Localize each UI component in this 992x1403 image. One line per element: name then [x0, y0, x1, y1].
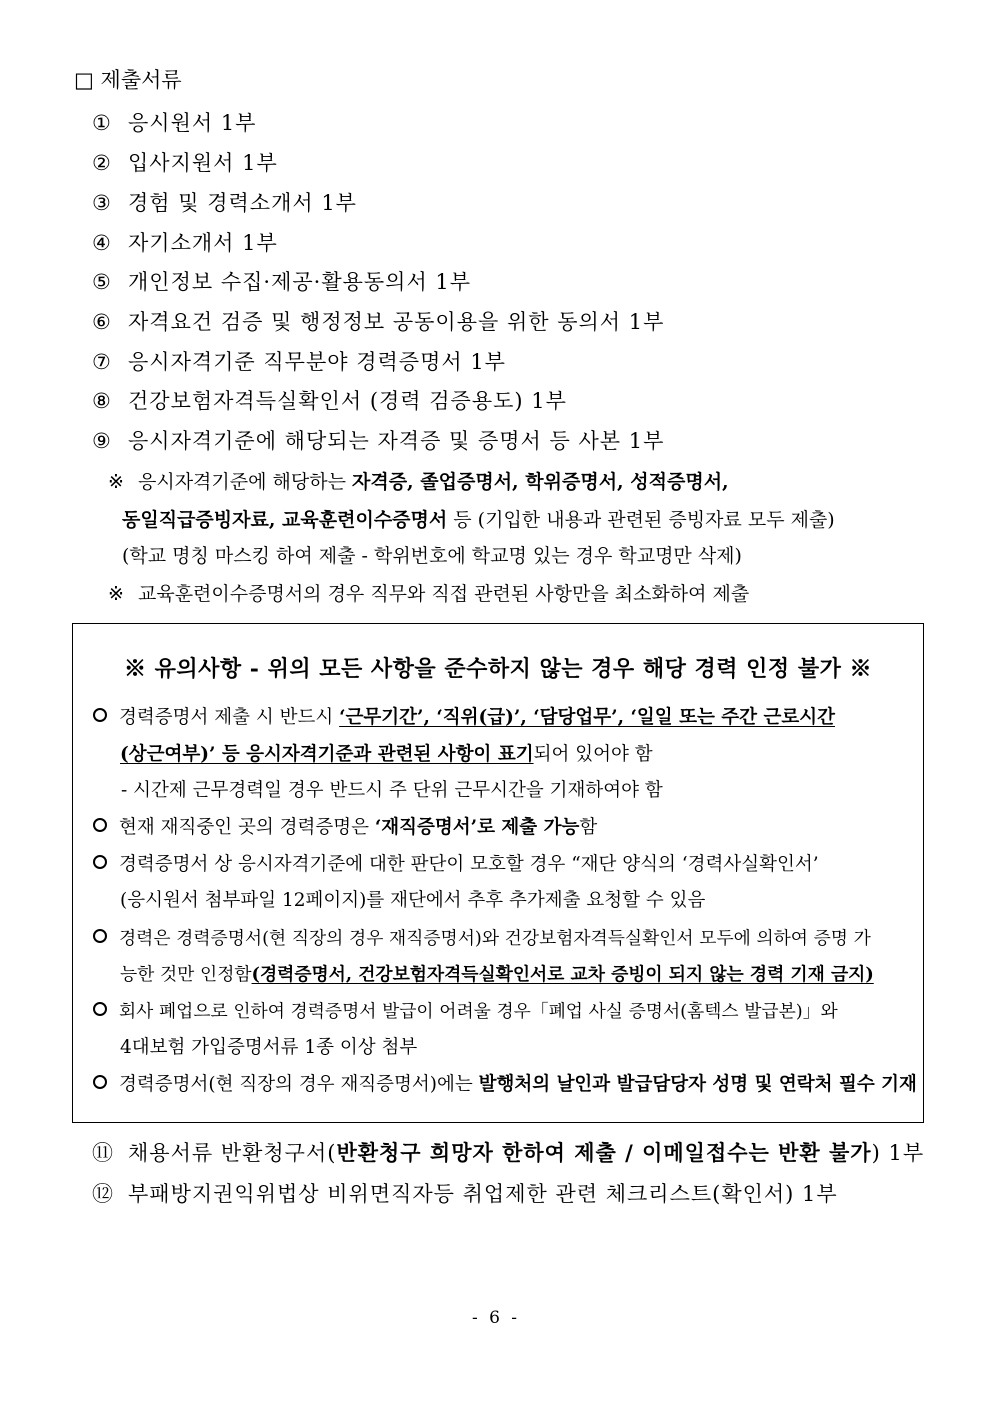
item-number: ⑫ [92, 1182, 114, 1206]
item-number: ③ [92, 191, 112, 215]
bullet-text: - 시간제 근무경력일 경우 반드시 주 단위 근무시간을 기재하여야 함 [121, 780, 663, 801]
item-text: ) 1부 [871, 1141, 925, 1165]
bullet-text: 경력증명서 제출 시 반드시 [119, 707, 340, 728]
bullet-text: 4대보험 가입증명서류 1종 이상 첨부 [120, 1037, 418, 1058]
note-text: 교육훈련이수증명서의 경우 직무와 직접 관련된 사항만을 최소화하여 제출 [138, 583, 750, 605]
notice-bullet-cont [120, 887, 705, 915]
note-bold-text: 자격증, 졸업증명서, 학위증명서, 성적증명서, [351, 471, 729, 493]
reference-mark: ※ [108, 471, 124, 493]
note-training [108, 580, 749, 608]
notice-sub-item [121, 777, 663, 805]
bullet-text: 회사 폐업으로 인하여 경력증명서 발급이 어려울 경우「폐업 사실 증명서(홈텍스 발급본)」와 [119, 1001, 838, 1022]
list-item [92, 229, 278, 257]
list-item [92, 1180, 838, 1208]
note-documents-line2 [122, 506, 835, 534]
item-text: 개인정보 수집·제공·활용동의서 1부 [128, 270, 472, 294]
notice-bullet [93, 814, 597, 842]
item-text: 건강보험자격득실확인서 (경력 검증용도) 1부 [128, 389, 567, 413]
list-item [92, 308, 664, 336]
circle-bullet-icon [93, 1075, 107, 1089]
circle-bullet-icon [93, 855, 107, 869]
bullet-text: (응시원서 첨부파일 12페이지)를 재단에서 추후 추가제출 요청할 수 있음 [120, 890, 706, 911]
list-item [92, 109, 256, 137]
bullet-text: 현재 재직중인 곳의 경력증명은 [119, 817, 375, 838]
bullet-emphasis: (경력증명서, 건강보험자격득실확인서로 교차 증빙이 되지 않는 경력 기재 금지) [251, 964, 874, 985]
item-number: ⑦ [92, 350, 112, 374]
list-item [92, 1139, 924, 1167]
item-number: ② [92, 151, 112, 175]
bullet-text: 경력증명서(현 직장의 경우 재직증명서)에는 [119, 1074, 479, 1095]
note-bold-text: 동일직급증빙자료, 교육훈련이수증명서 [122, 509, 448, 531]
list-item [92, 348, 506, 376]
circle-bullet-icon [93, 818, 107, 832]
notice-bullet-cont [120, 741, 653, 769]
item-text: 자격요건 검증 및 행정정보 공동이용을 위한 동의서 1부 [128, 310, 665, 334]
bullet-text: 되어 있어야 함 [533, 744, 653, 765]
circle-bullet-icon [93, 929, 107, 943]
item-text: 채용서류 반환청구서( [128, 1141, 337, 1165]
list-item [92, 387, 567, 415]
item-number: ⑪ [92, 1141, 114, 1165]
note-text: (학교 명칭 마스킹 하여 제출 - 학위번호에 학교명 있는 경우 학교명만 삭제) [122, 545, 742, 567]
circle-bullet-icon [93, 1002, 107, 1016]
item-number: ① [92, 111, 112, 135]
bullet-emphasis: ‘근무기간’, ‘직위(급)’, ‘담당업무’, ‘일일 또는 주간 근로시간 [339, 707, 835, 728]
notice-title: ※ 유의사항 - 위의 모든 사항을 준수하지 않는 경우 해당 경력 인정 불가 ※ [123, 656, 872, 682]
note-text: 응시자격기준에 해당하는 [138, 471, 352, 493]
item-number: ④ [92, 231, 112, 255]
circle-bullet-icon [93, 708, 107, 722]
item-number: ⑥ [92, 310, 112, 334]
list-item [92, 189, 357, 217]
notice-bullet [93, 998, 838, 1026]
note-documents-line3 [122, 542, 742, 570]
item-number: ⑧ [92, 389, 112, 413]
section-title-text: 제출서류 [100, 68, 182, 92]
bullet-text: 경력증명서 상 응시자격기준에 대한 판단이 모호할 경우 “재단 양식의 ‘경력사실확인서’ [119, 854, 819, 875]
notice-bullet [93, 1071, 917, 1099]
bullet-text: 경력은 경력증명서(현 직장의 경우 재직증명서)와 건강보험자격득실확인서 모두에 의하여 증명 가 [119, 928, 871, 949]
bullet-text: 능한 것만 인정함 [120, 964, 252, 985]
notice-bullet-cont [120, 1034, 417, 1062]
notice-bullet [93, 704, 835, 732]
reference-mark: ※ [108, 583, 124, 605]
bullet-emphasis: 발행처의 날인과 발급담당자 성명 및 연락처 필수 기재 [478, 1074, 917, 1095]
notice-box [72, 623, 924, 1123]
item-text: 응시자격기준 직무분야 경력증명서 1부 [128, 350, 506, 374]
list-item [92, 427, 664, 455]
notice-bullet-cont [120, 961, 874, 989]
item-text: 경험 및 경력소개서 1부 [128, 191, 357, 215]
item-text: 응시자격기준에 해당되는 자격증 및 증명서 등 사본 1부 [128, 429, 665, 453]
list-item [92, 268, 471, 296]
item-number: ⑨ [92, 429, 112, 453]
bullet-text: 함 [579, 817, 598, 838]
section-title [74, 66, 182, 94]
item-bold-text: 반환청구 희망자 한하여 제출 / 이메일접수는 반환 불가 [336, 1140, 872, 1165]
bullet-emphasis: ‘재직증명서’로 제출 가능 [374, 817, 580, 838]
notice-bullet [93, 925, 871, 953]
checkbox-marker: □ [74, 68, 94, 92]
page-number: - 6 - [471, 1308, 521, 1328]
list-item [92, 149, 278, 177]
item-text: 응시원서 1부 [128, 111, 257, 135]
notice-bullet [93, 851, 819, 879]
bullet-emphasis: (상근여부)’ 등 응시자격기준과 관련된 사항이 표기 [120, 744, 534, 765]
item-number: ⑤ [92, 270, 112, 294]
item-text: 부패방지권익위법상 비위면직자등 취업제한 관련 체크리스트(확인서) 1부 [128, 1182, 838, 1206]
item-text: 자기소개서 1부 [128, 231, 278, 255]
note-documents [108, 468, 729, 496]
item-text: 입사지원서 1부 [128, 151, 278, 175]
note-text: 등 (기입한 내용과 관련된 증빙자료 모두 제출) [447, 509, 835, 531]
